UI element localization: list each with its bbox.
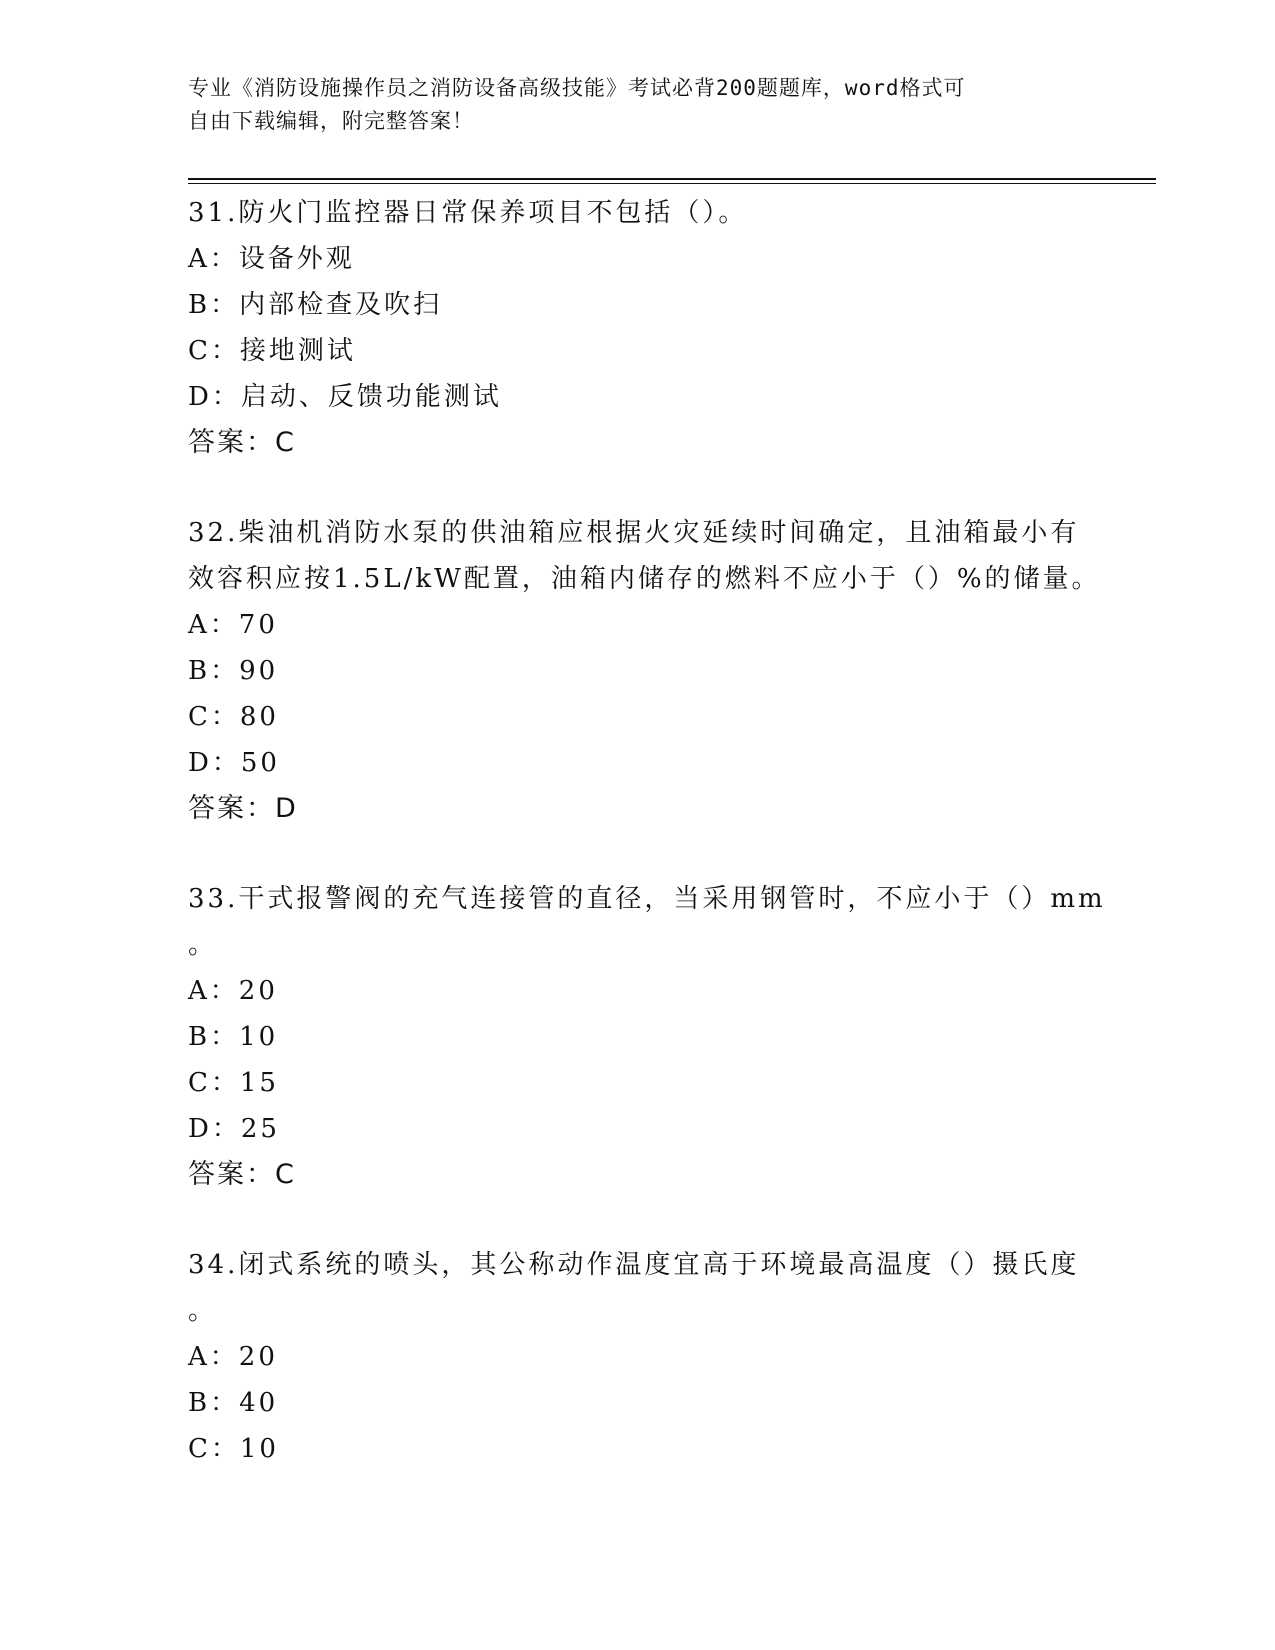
- answer: 答案：C: [188, 427, 296, 458]
- question-stem-continued: 效容积应按1.5L/kW配置，油箱内储存的燃料不应小于（）%的储量。: [188, 564, 1101, 594]
- question-stem: 34.闭式系统的喷头，其公称动作温度宜高于环境最高温度（）摄氏度: [188, 1250, 1080, 1280]
- question-gap: [188, 466, 1088, 510]
- option-c: C：80: [188, 702, 279, 732]
- option-a: A：20: [188, 1342, 278, 1372]
- option-b: B：内部检查及吹扫: [188, 290, 443, 320]
- option-d: D：启动、反馈功能测试: [188, 382, 502, 412]
- header-divider-thin: [188, 183, 1156, 184]
- question-31: [188, 190, 1088, 466]
- header-divider-thick: [188, 178, 1156, 180]
- answer: 答案：D: [188, 793, 298, 824]
- option-d: D：50: [188, 748, 280, 778]
- question-gap: [188, 832, 1088, 876]
- question-stem: 33.干式报警阀的充气连接管的直径，当采用钢管时，不应小于（）mm: [188, 884, 1106, 914]
- option-c: C：10: [188, 1434, 279, 1464]
- question-gap: [188, 1198, 1088, 1242]
- option-a: A：20: [188, 976, 278, 1006]
- question-stem: 32.柴油机消防水泵的供油箱应根据火灾延续时间确定，且油箱最小有: [188, 518, 1080, 548]
- question-33: [188, 876, 1106, 1198]
- question-32: [188, 510, 1101, 832]
- option-b: B：90: [188, 656, 279, 686]
- option-a: A：设备外观: [188, 244, 355, 274]
- document-header: [188, 72, 1068, 138]
- answer: 答案：C: [188, 1159, 296, 1190]
- option-b: B：40: [188, 1388, 279, 1418]
- option-c: C：接地测试: [188, 336, 356, 366]
- option-a: A：70: [188, 610, 278, 640]
- option-d: D：25: [188, 1114, 280, 1144]
- question-34: [188, 1242, 1088, 1472]
- question-stem-continued: 。: [188, 1296, 218, 1326]
- question-stem: 31.防火门监控器日常保养项目不包括（）。: [188, 198, 748, 228]
- question-stem-continued: 。: [188, 930, 218, 960]
- option-b: B：10: [188, 1022, 279, 1052]
- option-c: C：15: [188, 1068, 279, 1098]
- header-title-line-1: 专业《消防设施操作员之消防设备高级技能》考试必背200题题库，word格式可: [188, 76, 966, 100]
- header-title-line-2: 自由下载编辑，附完整答案！: [188, 109, 474, 133]
- question-list: [188, 190, 1106, 1472]
